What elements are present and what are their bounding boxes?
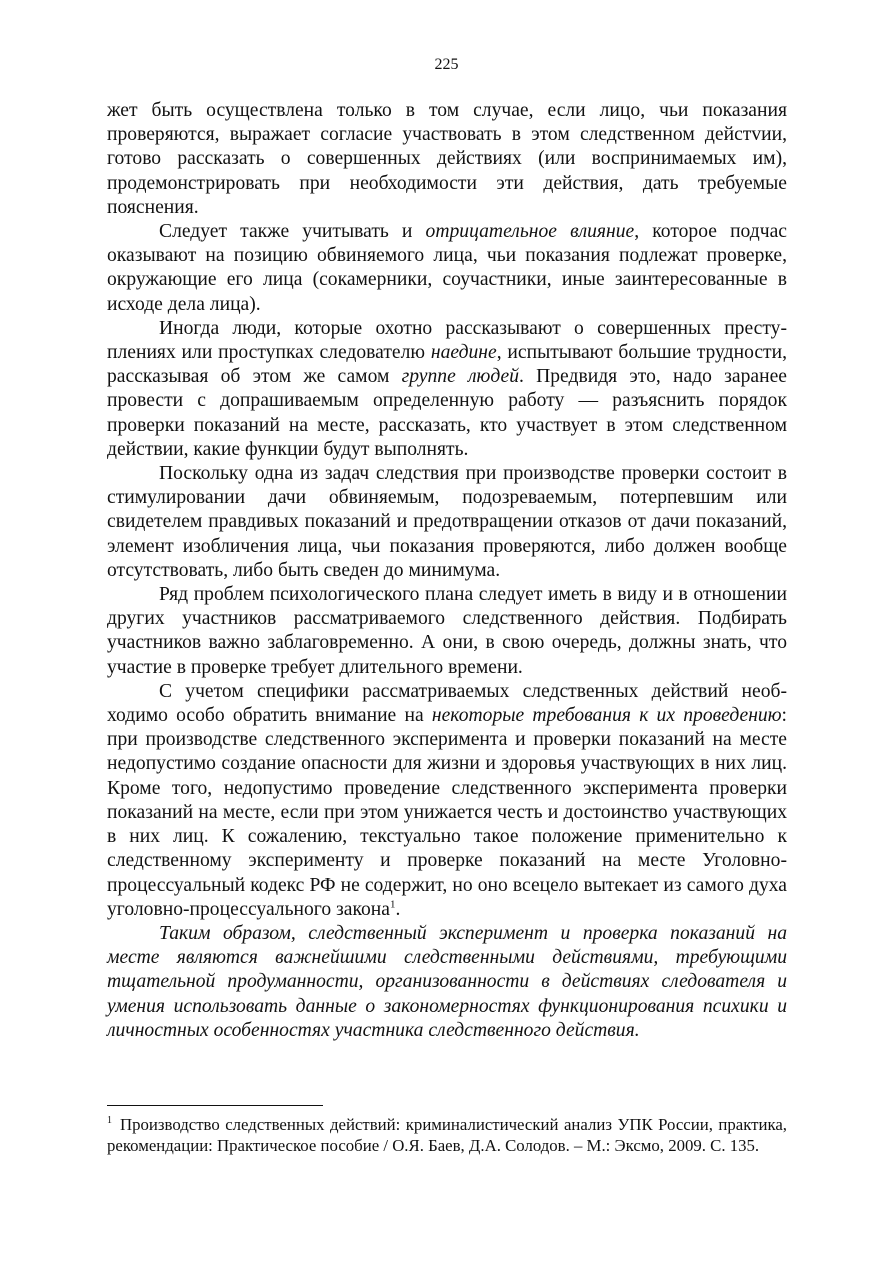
paragraph-3-text-b: , испытывают большие трудности, рассказывая об этом же самом (107, 342, 787, 388)
footnote-text: Производство следственных действий: криминалистический анализ УПК России, практика, рекомендации: Практическое пособие / О.Я. Баев, Д.А. Солодов. – М.: Эксмо, 2009. С. 135. (107, 1115, 787, 1155)
paragraph-6-text-b: : при производстве следственного эксперимента и проверки показаний на месте недопустимо создание опасности для жизни и здоровья участвующих в них лиц. Кроме того, недопустимо проведение следственного эксперимента проверки показаний на месте, если при этом унижается честь и достоинство участвующих в них лиц. К сожалению, текстуально такое положение применительно к следственному эксперименту и проверке показаний на месте Уголовно-процессуальный кодекс РФ не содержит, но оно всецело вытекает из самого духа уголовно-процессуального закона (107, 705, 787, 920)
footnote-reference[interactable]: 1 (390, 898, 396, 911)
paragraph-1-text: жет быть осуществлена только в том случае, если лицо, чьи показания проверяются, выражает согласие участвовать в этом следственном дейстvии, готово рассказать о совершенных действиях (или воспринимаемых им), продемонстрировать при необходимости эти действия, дать требуемые пояснения. (107, 100, 787, 218)
paragraph-1 (107, 99, 787, 220)
paragraph-6-text-a: С учетом специфики рассматриваемых следственных действий необходимо особо обратить внимание на (107, 680, 787, 727)
paragraph-4 (107, 462, 787, 583)
footnote (107, 1114, 787, 1156)
paragraph-3-emphasis-2: группе людей (401, 366, 519, 388)
page-number: 225 (434, 56, 459, 73)
paragraph-3-text-c: . Предвидя это, надо заранее провести с допрашиваемым определенную работу — разъяснить порядок проверки показаний на месте, рассказать, кто участвует в этом следственном действии, какие функции будут выполнять. (107, 366, 787, 460)
footnote-mark: 1 (107, 1115, 112, 1127)
paragraph-2 (107, 220, 787, 317)
paragraph-3-emphasis-1: наедине (430, 342, 497, 364)
paragraph-3 (107, 317, 787, 462)
footnote-divider (107, 1105, 323, 1106)
paragraph-3-text-a: Иногда люди, которые охотно рассказывают о совершенных преступлениях или проступках следователю (107, 317, 787, 364)
body-text (107, 99, 787, 1043)
paragraph-5 (107, 583, 787, 680)
paragraph-2-text-b: , которое подчас оказывают на позицию обвиняемого лица, чьи показания подлежат проверке, окружающие его лица (сокамерники, соучастники, иные заинтересованные в исходе дела лица). (107, 221, 788, 315)
paragraph-2-emphasis: отрицательное влияние (425, 221, 635, 243)
paragraph-6-end: . (395, 898, 401, 920)
paragraph-7-text: Таким образом, следственный эксперимент и проверка показаний на месте являются важнейшими следственными действиями, требующими тщательной продуманности, организованности в действиях следователя и умения использовать данные о закономерностях функционирования психики и личностных особенностях участника следственного действия. (107, 922, 787, 1041)
paragraph-2-text-a: Следует также учитывать и (159, 221, 426, 243)
paragraph-7-conclusion (107, 922, 787, 1043)
paragraph-6-emphasis: некоторые требования к их проведению (431, 705, 782, 727)
paragraph-6 (107, 680, 787, 922)
paragraph-5-text: Ряд проблем психологического плана следует иметь в виду и в отношении других участников рассматриваемого следственного действия. Подбирать участников важно заблаговременно. А они, в свою очередь, должны знать, что участие в проверке требует длительного времени. (107, 584, 787, 678)
paragraph-4-text: Поскольку одна из задач следствия при производстве проверки состоит в стимулировании дачи обвиняемым, подозреваемым, потерпевшим или свидетелем правдивых показаний и предотвращении отказов от дачи показаний, элемент изобличения лица, чьи показания проверяются, либо должен вообще отсутствовать, либо быть сведен до минимума. (107, 463, 787, 581)
